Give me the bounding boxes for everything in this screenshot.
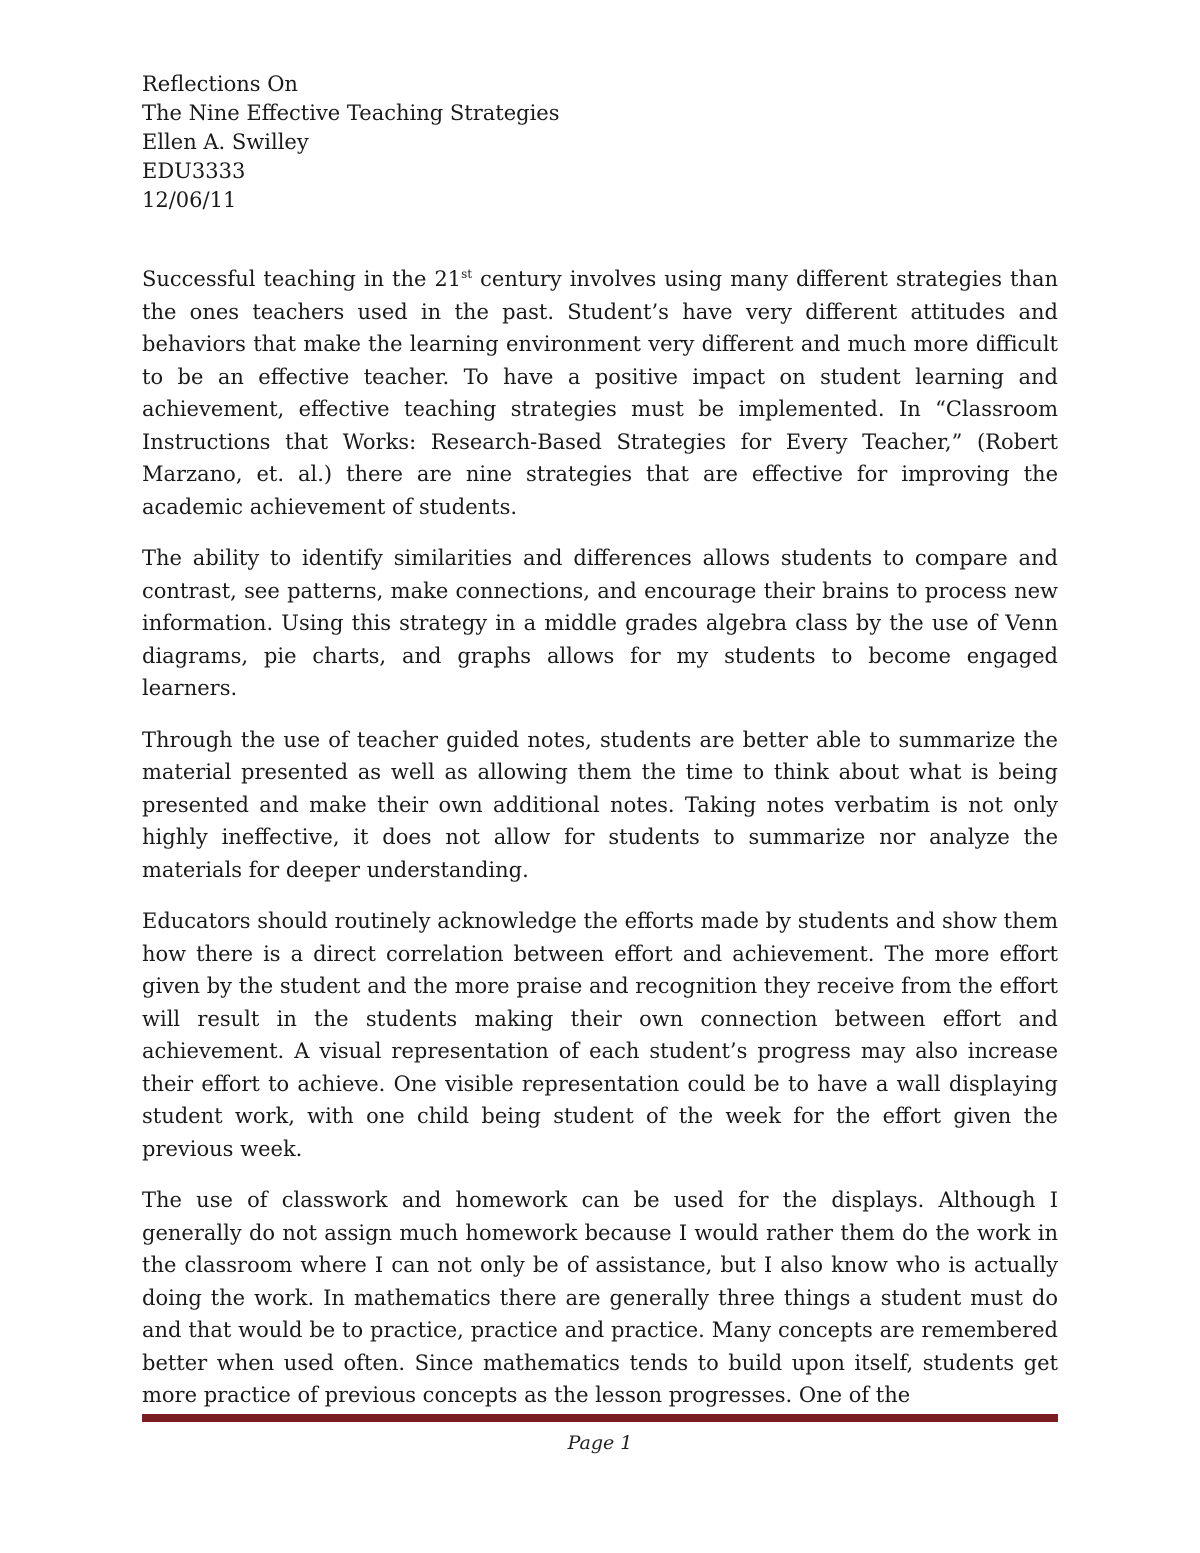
footer-divider-rule: [142, 1414, 1058, 1422]
paragraph-3: Through the use of teacher guided notes, students are better able to summarize the material presented as well as allowing them the time to think about what is being presented and make their own additional notes. Taking notes verbatim is not only highly ineffective, it does not allow for students to summarize nor analyze the materials for deeper understanding.: [142, 727, 1058, 882]
header-date-line: 12/06/11: [142, 188, 237, 212]
header-course-line: EDU3333: [142, 159, 246, 183]
paragraph-4: Educators should routinely acknowledge the efforts made by students and show them how there is a direct correlation between effort and achievement. The more effort given by the student and the more praise and recognition they receive from the effort will result in the students making their own connection between effort and achievement. A visual representation of each student’s progress may also increase their effort to achieve. One visible representation could be to have a wall displaying student work, with one child being student of the week for the effort given the previous week.: [142, 909, 1058, 1161]
paragraph-2: The ability to identify similarities and differences allows students to compare and contrast, see patterns, make connections, and encourage their brains to process new information. Using this strategy in a middle grades algebra class by the use of Venn diagrams, pie charts, and graphs allows for my students to become engaged learners.: [142, 546, 1058, 700]
paragraph-5: The use of classwork and homework can be used for the displays. Although I generally do not assign much homework because I would rather them do the work in the classroom where I can not only be of assistance, but I also know who is actually doing the work. In mathematics there are generally three things a student must do and that would be to practice, practice and practice. Many concepts are remembered better when used often. Since mathematics tends to build upon itself, students get more practice of previous concepts as the lesson progresses. One of the: [142, 1188, 1058, 1407]
paragraph-1: [142, 263, 1058, 523]
paragraph-1-rest: century involves using many different strategies than the ones teachers used in the past. Student’s have very different attitudes and behaviors that make the learning environment very different and much more difficult to be an effective teacher. To have a positive impact on student learning and achievement, effective teaching strategies must be implemented. In “Classroom Instructions that Works: Research-Based Strategies for Every Teacher,” (Robert Marzano, et. al.) there are nine strategies that are effective for improving the academic achievement of students.: [142, 267, 1058, 519]
document-header: [142, 70, 1058, 215]
document-body: [142, 263, 1058, 1431]
page-number-footer: Page 1: [567, 1432, 633, 1454]
header-title-line: Reflections On: [142, 72, 298, 96]
paragraph-1-start: Successful teaching in the 21: [142, 267, 462, 291]
header-subtitle-line: The Nine Effective Teaching Strategies: [142, 101, 560, 125]
ordinal-superscript: st: [461, 267, 473, 281]
header-author-line: Ellen A. Swilley: [142, 130, 309, 154]
